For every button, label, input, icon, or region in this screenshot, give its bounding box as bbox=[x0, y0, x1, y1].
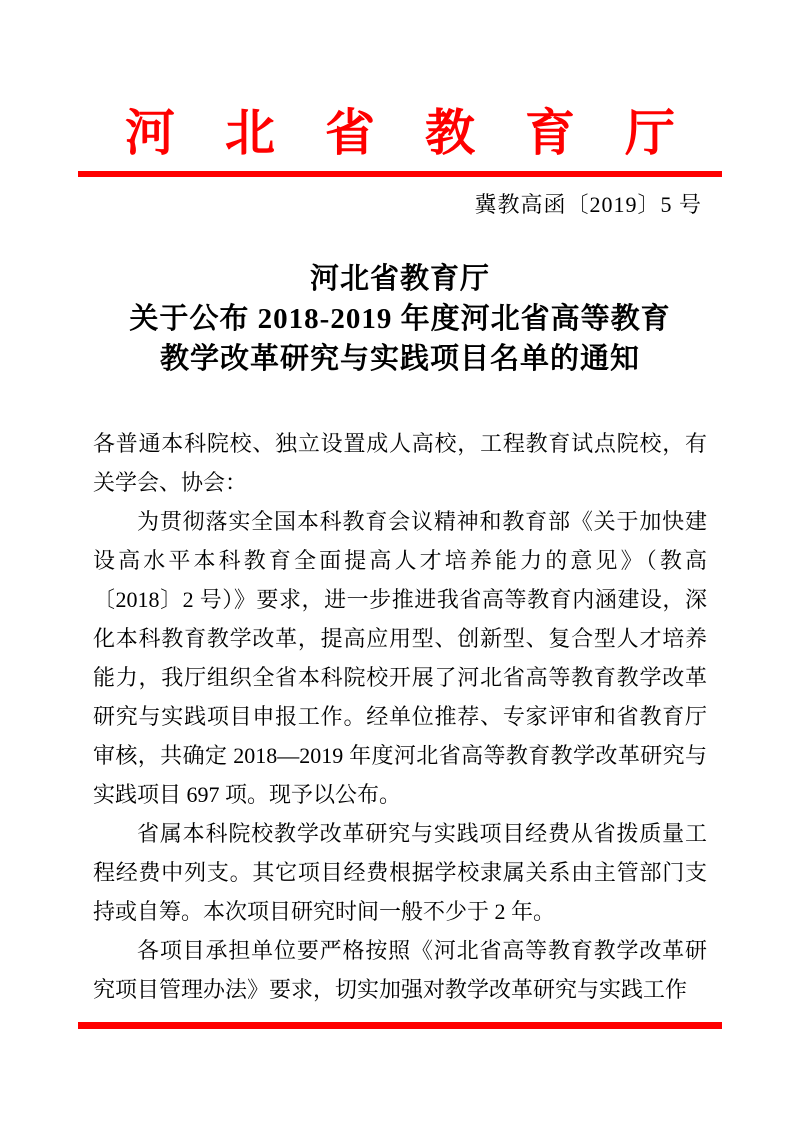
letterhead-divider-rule bbox=[78, 171, 722, 177]
salutation-paragraph: 各普通本科院校、独立设置成人高校，工程教育试点院校，有关学会、协会： bbox=[93, 431, 707, 495]
document-title-line-2: 关于公布 2018-2019 年度河北省高等教育 bbox=[129, 303, 671, 335]
document-title-line-1: 河北省教育厅 bbox=[309, 263, 490, 295]
document-title bbox=[0, 259, 800, 379]
document-title-line-3: 教学改革研究与实践项目名单的通知 bbox=[159, 343, 640, 375]
footer-divider-rule bbox=[78, 1022, 722, 1029]
letterhead-agency-name: 河 北 省 教 育 厅 bbox=[125, 105, 675, 161]
body-paragraph-1: 为贯彻落实全国本科教育会议精神和教育部《关于加快建设高水平本科教育全面提高人才培养能力的意见》（教高〔2018〕2 号）》要求，进一步推进我省高等教育内涵建设，深化本科教育教学改革，提高应用型、创新型、复合型人才培养能力，我厅组织全省本科院校开展了河北省高等教育教学改革研究与实践项目申报工作。经单位推荐、专家评审和省教育厅审核，共确定 2018—2019 年度河北省高等教育教学改革研究与实践项目 697 项。现予以公布。 bbox=[93, 509, 707, 807]
body-paragraph-2: 省属本科院校教学改革研究与实践项目经费从省拨质量工程经费中列支。其它项目经费根据学校隶属关系由主管部门支持或自筹。本次项目研究时间一般不少于 2 年。 bbox=[93, 821, 707, 924]
document-body bbox=[93, 424, 707, 1009]
document-number: 冀教高函〔2019〕5 号 bbox=[474, 192, 702, 217]
body-paragraph-3: 各项目承担单位要严格按照《河北省高等教育教学改革研究项目管理办法》要求，切实加强对教学改革研究与实践工作 bbox=[93, 938, 707, 1002]
